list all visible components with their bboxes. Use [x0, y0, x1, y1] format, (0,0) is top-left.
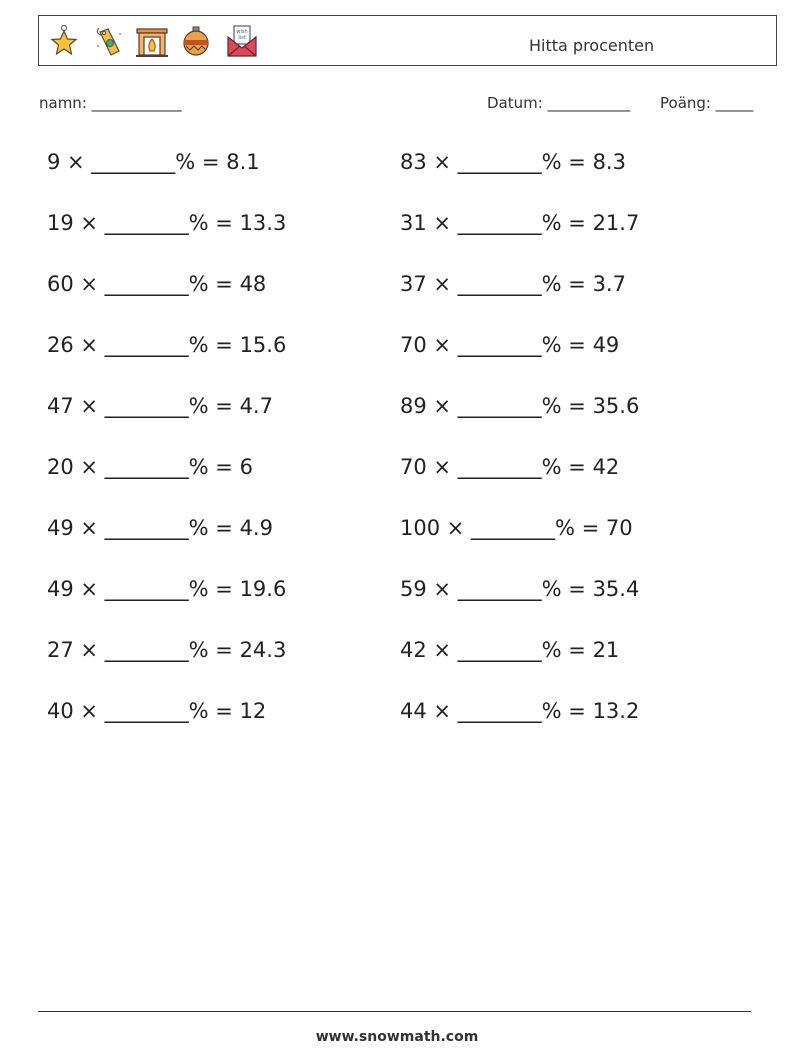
date-field: Datum: ___________: [487, 94, 631, 112]
problem-right-3: 37 × ________% = 3.7: [400, 272, 626, 296]
problem-left-4: 26 × ________% = 15.6: [47, 333, 287, 357]
problem-left-2: 19 × ________% = 13.3: [47, 211, 287, 235]
problem-right-10: 44 × ________% = 13.2: [400, 699, 640, 723]
problem-left-10: 40 × ________% = 12: [47, 699, 267, 723]
svg-text:wish: wish: [236, 29, 248, 35]
star-ornament-icon: [47, 24, 81, 58]
problem-left-7: 49 × ________% = 4.9: [47, 516, 273, 540]
problem-right-8: 59 × ________% = 35.4: [400, 577, 640, 601]
problem-right-5: 89 × ________% = 35.6: [400, 394, 640, 418]
svg-text:list: list: [238, 35, 246, 41]
christmas-bauble-icon: [179, 24, 213, 58]
problem-right-9: 42 × ________% = 21: [400, 638, 620, 662]
problem-left-3: 60 × ________% = 48: [47, 272, 267, 296]
problem-left-9: 27 × ________% = 24.3: [47, 638, 287, 662]
problem-right-7: 100 × ________% = 70: [400, 516, 633, 540]
fireplace-icon: [135, 24, 169, 58]
name-field: namn: ____________: [39, 94, 182, 112]
problem-right-4: 70 × ________% = 49: [400, 333, 620, 357]
wish-list-envelope-icon: [225, 24, 259, 58]
gift-tag-icon: [91, 24, 125, 58]
problem-right-2: 31 × ________% = 21.7: [400, 211, 640, 235]
footer-divider: [38, 1011, 751, 1012]
problem-left-1: 9 × ________% = 8.1: [47, 150, 260, 174]
footer-url: www.snowmath.com: [315, 1029, 479, 1045]
problem-left-5: 47 × ________% = 4.7: [47, 394, 273, 418]
problem-left-6: 20 × ________% = 6: [47, 455, 253, 479]
worksheet-title: Hitta procenten: [529, 36, 655, 55]
problem-left-8: 49 × ________% = 19.6: [47, 577, 287, 601]
worksheet-header: [38, 15, 777, 66]
problem-right-6: 70 × ________% = 42: [400, 455, 620, 479]
problem-right-1: 83 × ________% = 8.3: [400, 150, 626, 174]
score-field: Poäng: _____: [660, 94, 754, 112]
